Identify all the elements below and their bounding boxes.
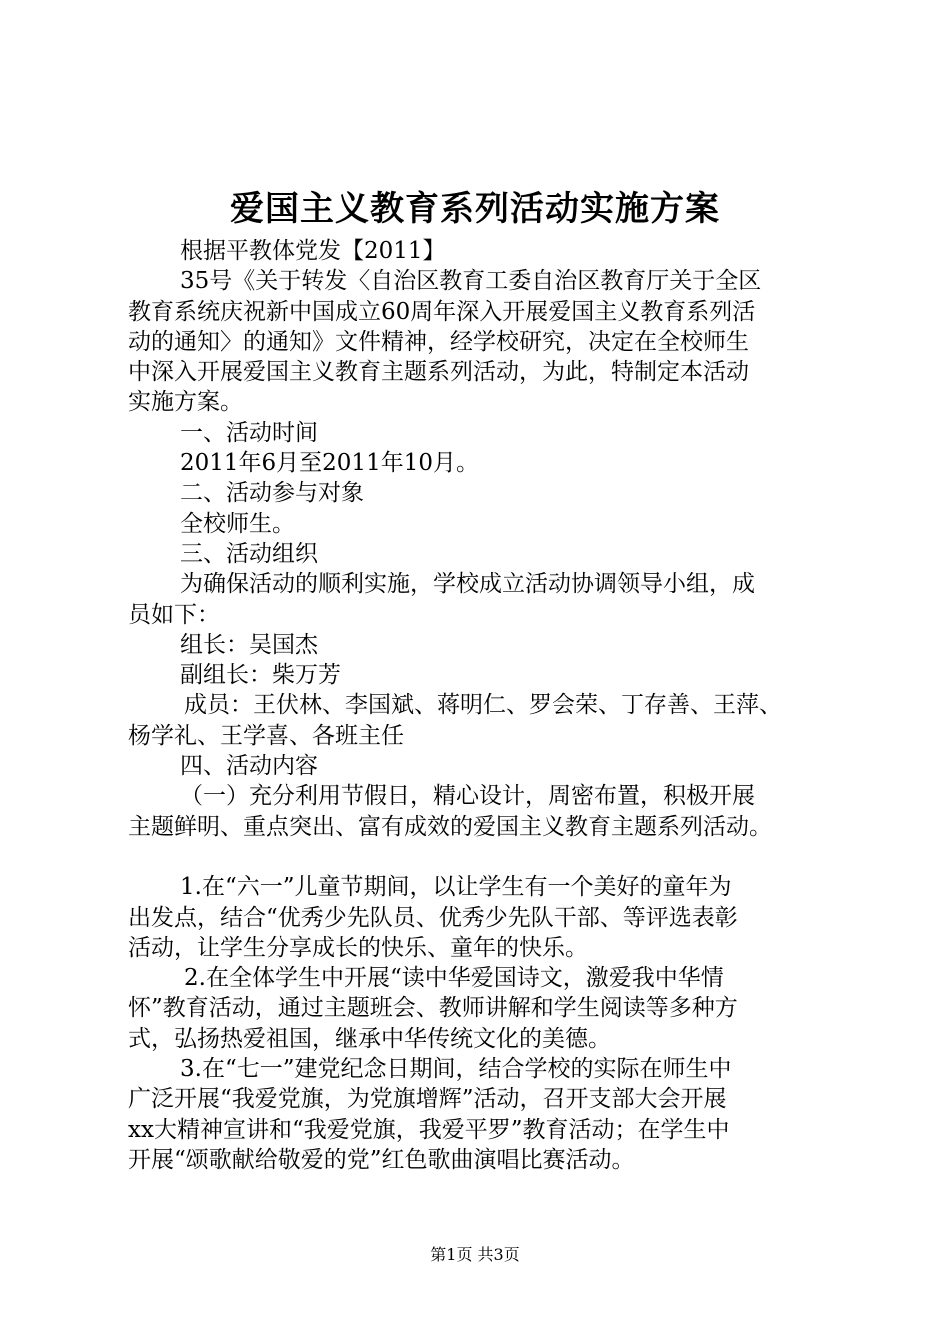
document-title: 爱国主义教育系列活动实施方案 [230,189,720,229]
paragraph-line: 全校师生。 [180,510,295,537]
paragraph-line: 2011年6月至2011年10月。 [180,450,479,477]
section-heading: 三、活动组织 [180,540,318,567]
paragraph-line: 式，弘扬热爱祖国，继承中华传统文化的美德。 [128,1025,611,1052]
paragraph-line: 成员：王伏林、李国斌、蒋明仁、罗会荣、丁存善、王萍、 [184,692,782,719]
paragraph-line: 怀”教育活动，通过主题班会、教师讲解和学生阅读等多种方 [128,995,738,1022]
paragraph-line: 教育系统庆祝新中国成立60周年深入开展爱国主义教育系列活 [128,298,756,325]
paragraph-line: 根据平教体党发【2011】 [180,238,446,264]
paragraph-line: 开展“颂歌献给敬爱的党”红色歌曲演唱比赛活动。 [128,1146,635,1173]
section-heading: 四、活动内容 [180,753,318,780]
paragraph-line: 实施方案。 [128,389,243,416]
paragraph-line: 广泛开展“我爱党旗，为党旗增辉”活动，召开支部大会开展 [128,1086,727,1113]
paragraph-line: 组长：吴国杰 [180,631,318,658]
section-heading: 一、活动时间 [180,419,318,446]
blank-line [128,842,833,872]
paragraph-line: （一）充分利用节假日，精心设计，周密布置，积极开展 [180,783,755,810]
paragraph-line: 为确保活动的顺利实施，学校成立活动协调领导小组，成 [180,571,755,598]
page-footer: 第1页 共3页 [430,1245,520,1264]
paragraph-line: xx大精神宣讲和“我爱党旗，我爱平罗”教育活动；在学生中 [128,1116,730,1143]
paragraph-line: 动的通知〉的通知》文件精神，经学校研究，决定在全校师生 [128,328,749,355]
paragraph-line: 活动，让学生分享成长的快乐、童年的快乐。 [128,934,588,961]
paragraph-line: 中深入开展爱国主义教育主题系列活动，为此，特制定本活动 [128,359,749,386]
paragraph-line: 主题鲜明、重点突出、富有成效的爱国主义教育主题系列活动。 [128,813,772,840]
paragraph-line: 员如下： [128,601,220,628]
paragraph-line: 2.在全体学生中开展“读中华爱国诗文，激爱我中华情 [184,965,724,992]
section-heading: 二、活动参与对象 [180,480,364,507]
paragraph-line: 杨学礼、王学喜、各班主任 [128,722,404,749]
paragraph-line: 35号《关于转发〈自治区教育工委自治区教育厅关于全区 [180,268,762,295]
paragraph-line: 副组长：柴万芳 [180,662,341,689]
paragraph-line: 3.在“七一”建党纪念日期间，结合学校的实际在师生中 [180,1056,732,1083]
document-body [128,236,833,1175]
paragraph-line: 出发点，结合“优秀少先队员、优秀少先队干部、等评选表彰 [128,904,738,931]
paragraph-line: 1.在“六一”儿童节期间，以让学生有一个美好的童年为 [180,874,732,901]
